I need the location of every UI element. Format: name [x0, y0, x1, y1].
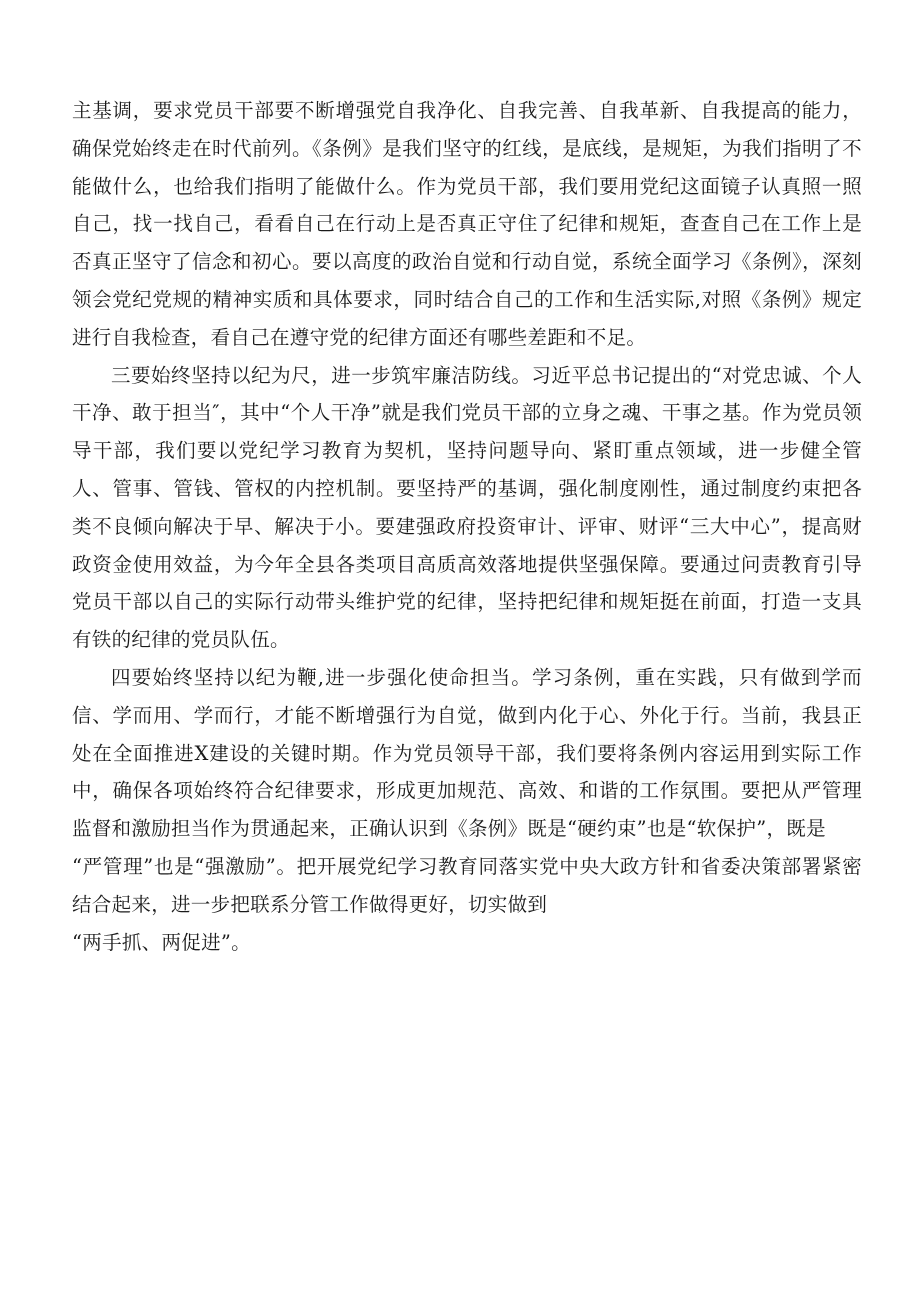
paragraph-4: “严管理”也是“强激励”。把开展党纪学习教育同落实党中央大政方针和省委决策部署紧密结合起来，进一步把联系分管工作做得更好，切实做到 — [72, 854, 862, 916]
document-page — [72, 92, 862, 961]
paragraph-3: 四要始终坚持以纪为鞭,进一步强化使命担当。学习条例，重在实践，只有做到学而信、学而用、学而行，才能不断增强行为自觉，做到内化于心、外化于行。当前，我县正处在全面推进X建设的关键时期。作为党员领导干部，我们要将条例内容运用到实际工作中，确保各项始终符合纪律要求，形成更加规范、高效、和谐的工作氛围。要把从严管理监督和激励担当作为贯通起来，正确认识到《条例》既是“硬约束”也是“软保护”，既是 — [72, 665, 862, 841]
paragraph-5: “两手抓、两促进”。 — [72, 930, 251, 954]
paragraph-1: 主基调，要求党员干部要不断增强党自我净化、自我完善、自我革新、自我提高的能力，确保党始终走在时代前列。《条例》是我们坚守的红线，是底线，是规矩，为我们指明了不能做什么，也给我们指明了能做什么。作为党员干部，我们要用党纪这面镜子认真照一照自己，找一找自己，看看自己在行动上是否真正守住了纪律和规矩，查查自己在工作上是否真正坚守了信念和初心。要以高度的政治自觉和行动自觉，系统全面学习《条例》，深刻领会党纪党规的精神实质和具体要求，同时结合自己的工作和生活实际,对照《条例》规定进行自我检查，看自己在遵守党的纪律方面还有哪些差距和不足。 — [72, 99, 862, 349]
paragraph-2: 三要始终坚持以纪为尺，进一步筑牢廉洁防线。习近平总书记提出的“对党忠诚、个人干净、敢于担当″，其中“个人干净”就是我们党员干部的立身之魂、干事之基。作为党员领导干部，我们要以党纪学习教育为契机，坚持问题导向、紧盯重点领域，进一步健全管人、管事、管钱、管权的内控机制。要坚持严的基调，强化制度刚性，通过制度约束把各类不良倾向解决于早、解决于小。要建强政府投资审计、评审、财评“三大中心”，提高财政资金使用效益，为今年全县各类项目高质高效落地提供坚强保障。要通过问责教育引导党员干部以自己的实际行动带头维护党的纪律，坚持把纪律和规矩挺在前面，打造一支具有铁的纪律的党员队伍。 — [72, 363, 862, 652]
